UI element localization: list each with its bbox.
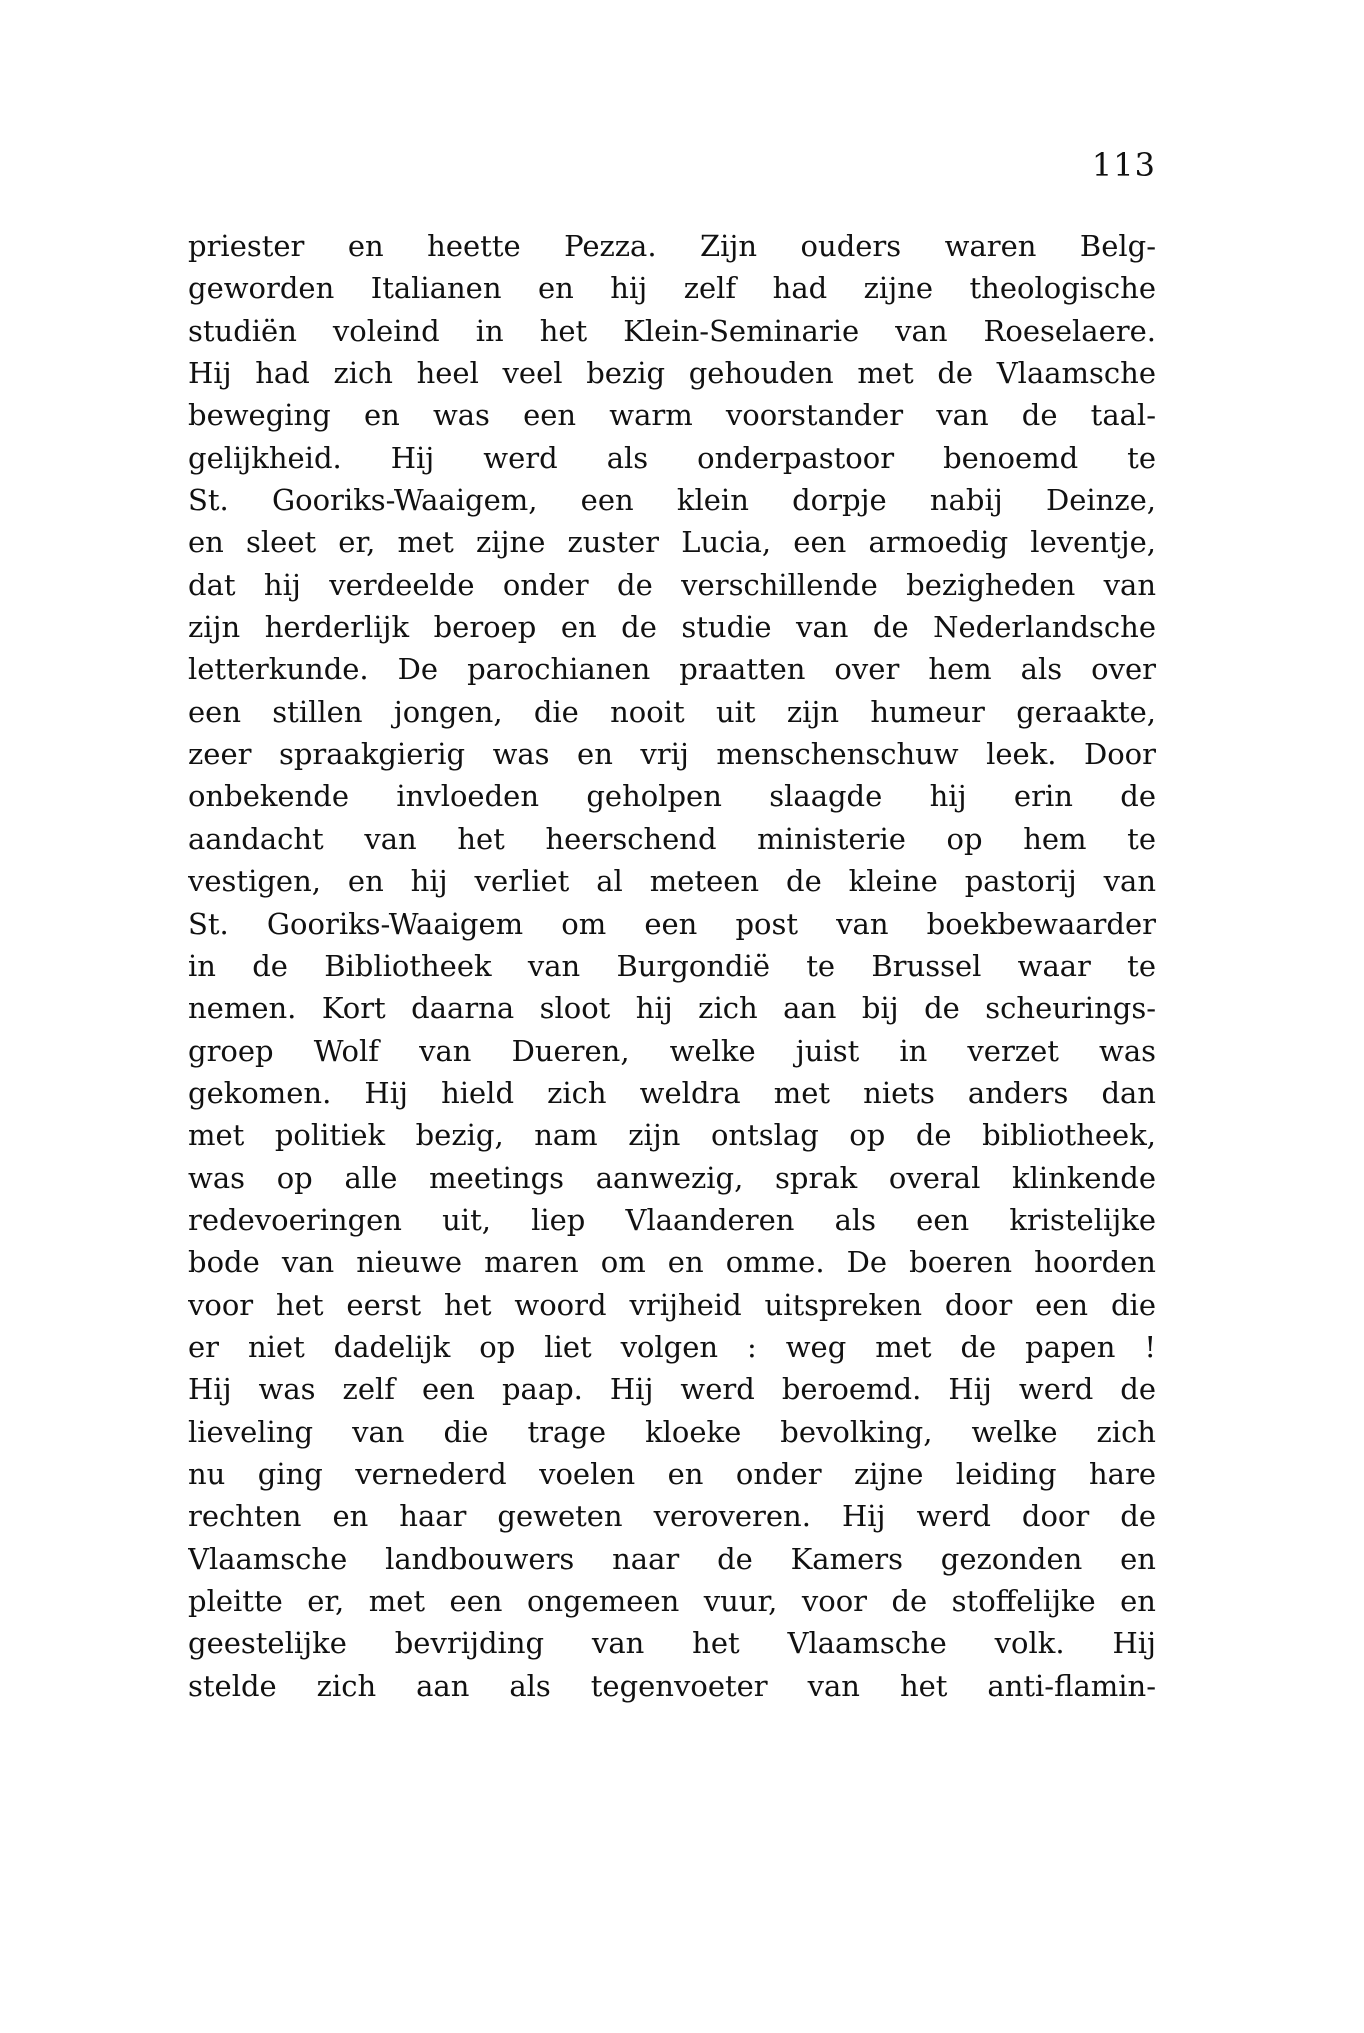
text-line: vestigen, en hij verliet al meteen de kleine pastorij van xyxy=(188,864,1156,899)
text-line: zeer spraakgierig was en vrij menschenschuw leek. Door xyxy=(188,737,1156,772)
text-line: Hij had zich heel veel bezig gehouden met de Vlaamsche xyxy=(188,356,1156,391)
text-line: onbekende invloeden geholpen slaagde hij erin de xyxy=(188,779,1156,814)
text-line: beweging en was een warm voorstander van de taal- xyxy=(188,398,1156,433)
text-line: gelijkheid. Hij werd als onderpastoor benoemd te xyxy=(188,440,1156,475)
text-line: er niet dadelijk op liet volgen : weg met de papen ! xyxy=(188,1329,1156,1364)
text-line: nemen. Kort daarna sloot hij zich aan bij de scheurings- xyxy=(188,991,1156,1026)
text-line: geworden Italianen en hij zelf had zijne theologische xyxy=(188,271,1156,306)
text-line: zijn herderlijk beroep en de studie van de Nederlandsche xyxy=(188,610,1156,645)
text-line: priester en heette Pezza. Zijn ouders waren Belg- xyxy=(188,229,1156,263)
text-line: bode van nieuwe maren om en omme. De boeren hoorden xyxy=(188,1245,1156,1280)
text-line: met politiek bezig, nam zijn ontslag op de bibliotheek, xyxy=(188,1118,1156,1153)
text-line: aandacht van het heerschend ministerie op hem te xyxy=(188,821,1156,856)
text-line: was op alle meetings aanwezig, sprak overal klinkende xyxy=(188,1160,1156,1195)
text-line: studiën voleind in het Klein-Seminarie van Roeselaere. xyxy=(188,313,1156,348)
text-line: redevoeringen uit, liep Vlaanderen als een kristelijke xyxy=(188,1202,1156,1237)
text-line: een stillen jongen, die nooit uit zijn humeur geraakte, xyxy=(188,694,1156,729)
page-number: 113 xyxy=(1091,146,1156,184)
body-text xyxy=(188,225,1156,1707)
text-line: voor het eerst het woord vrijheid uitspreken door een die xyxy=(188,1287,1156,1322)
text-line: letterkunde. De parochianen praatten over hem als over xyxy=(188,652,1156,687)
text-line: rechten en haar geweten veroveren. Hij werd door de xyxy=(188,1499,1156,1534)
text-line: dat hij verdeelde onder de verschillende bezigheden van xyxy=(188,567,1156,602)
text-line: St. Gooriks-Waaigem, een klein dorpje nabij Deinze, xyxy=(188,483,1156,518)
text-line: gekomen. Hij hield zich weldra met niets anders dan xyxy=(188,1075,1156,1110)
text-line: en sleet er, met zijne zuster Lucia, een armoedig leventje, xyxy=(188,525,1156,560)
text-line: geestelijke bevrijding van het Vlaamsche volk. Hij xyxy=(188,1626,1156,1661)
text-line: in de Bibliotheek van Burgondië te Brussel waar te xyxy=(188,948,1156,983)
text-line: St. Gooriks-Waaigem om een post van boekbewaarder xyxy=(188,906,1156,941)
text-line: Hij was zelf een paap. Hij werd beroemd. Hij werd de xyxy=(188,1372,1156,1407)
text-line: groep Wolf van Dueren, welke juist in verzet was xyxy=(188,1033,1156,1068)
text-line: stelde zich aan als tegenvoeter van het anti-flamin- xyxy=(188,1668,1156,1703)
text-line: nu ging vernederd voelen en onder zijne leiding hare xyxy=(188,1456,1156,1491)
text-line: Vlaamsche landbouwers naar de Kamers gezonden en xyxy=(188,1541,1156,1576)
text-line: lieveling van die trage kloeke bevolking, welke zich xyxy=(188,1414,1156,1449)
text-line: pleitte er, met een ongemeen vuur, voor de stoffelijke en xyxy=(188,1584,1156,1618)
